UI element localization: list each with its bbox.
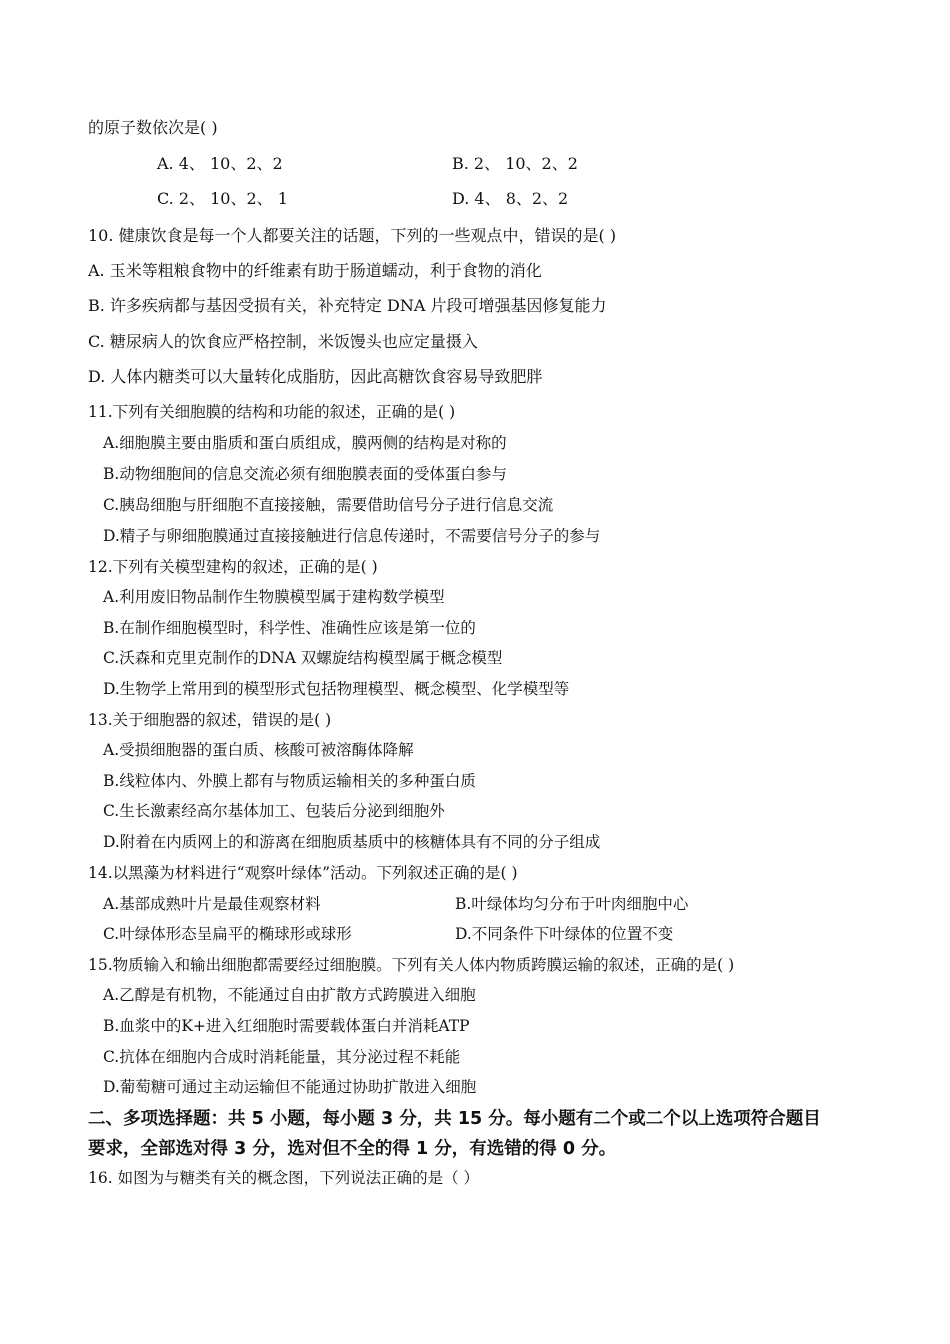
q11-option-c: C.胰岛细胞与肝细胞不直接接触，需要借助信号分子进行信息交流 [103, 496, 554, 514]
q9-option-c: C. 2、 10、2、 1 [157, 189, 288, 208]
q15-option-c: C.抗体在细胞内合成时消耗能量，其分泌过程不耗能 [103, 1048, 461, 1066]
q15-stem: 15.物质输入和输出细胞都需要经过细胞膜。下列有关人体内物质跨膜运输的叙述，正确的是( ) [88, 956, 735, 974]
section2-heading-line1: 二、多项选择题：共 5 小题，每小题 3 分，共 15 分。每小题有二个或二个以上选项符合题目 [88, 1109, 821, 1129]
q14-option-b: B.叶绿体均匀分布于叶肉细胞中心 [455, 895, 689, 913]
section2-heading-line2: 要求，全部选对得 3 分，选对但不全的得 1 分，有选错的得 0 分。 [88, 1139, 617, 1159]
q9-stem-tail: 的原子数依次是( ) [88, 118, 218, 137]
q10-option-d: D. 人体内糖类可以大量转化成脂肪，因此高糖饮食容易导致肥胖 [88, 367, 543, 386]
q12-option-d: D.生物学上常用到的模型形式包括物理模型、概念模型、化学模型等 [103, 680, 570, 698]
q12-option-a: A.利用废旧物品制作生物膜模型属于建构数学模型 [103, 588, 445, 606]
q12-option-b: B.在制作细胞模型时，科学性、准确性应该是第一位的 [103, 619, 476, 637]
q15-option-a: A.乙醇是有机物，不能通过自由扩散方式跨膜进入细胞 [103, 986, 476, 1004]
q13-stem: 13.关于细胞器的叙述，错误的是( ) [88, 711, 332, 729]
q9-option-b: B. 2、 10、2、2 [452, 154, 578, 173]
q12-stem: 12.下列有关模型建构的叙述，正确的是( ) [88, 558, 378, 576]
q13-option-b: B.线粒体内、外膜上都有与物质运输相关的多种蛋白质 [103, 772, 476, 790]
q14-option-c: C.叶绿体形态呈扁平的椭球形或球形 [103, 925, 352, 943]
q9-option-a: A. 4、 10、2、2 [157, 154, 283, 173]
q11-option-a: A.细胞膜主要由脂质和蛋白质组成，膜两侧的结构是对称的 [103, 434, 507, 452]
q14-stem: 14.以黑藻为材料进行“观察叶绿体”活动。下列叙述正确的是( ) [88, 864, 518, 882]
q9-option-d: D. 4、 8、2、2 [452, 189, 569, 208]
q14-option-d: D.不同条件下叶绿体的位置不变 [455, 925, 674, 943]
q13-option-a: A.受损细胞器的蛋白质、核酸可被溶酶体降解 [103, 741, 414, 759]
q15-option-b: B.血浆中的K+进入红细胞时需要载体蛋白并消耗ATP [103, 1017, 470, 1035]
q11-option-b: B.动物细胞间的信息交流必须有细胞膜表面的受体蛋白参与 [103, 465, 507, 483]
q10-option-a: A. 玉米等粗粮食物中的纤维素有助于肠道蠕动，利于食物的消化 [88, 261, 542, 280]
q13-option-c: C.生长激素经高尔基体加工、包装后分泌到细胞外 [103, 802, 445, 820]
q13-option-d: D.附着在内质网上的和游离在细胞质基质中的核糖体具有不同的分子组成 [103, 833, 601, 851]
q16-stem: 16. 如图为与糖类有关的概念图，下列说法正确的是（ ） [88, 1169, 480, 1187]
q10-option-b: B. 许多疾病都与基因受损有关，补充特定 DNA 片段可增强基因修复能力 [88, 296, 607, 315]
q11-option-d: D.精子与卵细胞膜通过直接接触进行信息传递时，不需要信号分子的参与 [103, 527, 601, 545]
q14-option-a: A.基部成熟叶片是最佳观察材料 [103, 895, 321, 913]
q10-stem: 10. 健康饮食是每一个人都要关注的话题，下列的一些观点中，错误的是( ) [88, 226, 617, 245]
q10-option-c: C. 糖尿病人的饮食应严格控制，米饭馒头也应定量摄入 [88, 332, 478, 351]
q11-stem: 11.下列有关细胞膜的结构和功能的叙述，正确的是( ) [88, 403, 456, 421]
q12-option-c: C.沃森和克里克制作的DNA 双螺旋结构模型属于概念模型 [103, 649, 503, 667]
q15-option-d: D.葡萄糖可通过主动运输但不能通过协助扩散进入细胞 [103, 1078, 477, 1096]
